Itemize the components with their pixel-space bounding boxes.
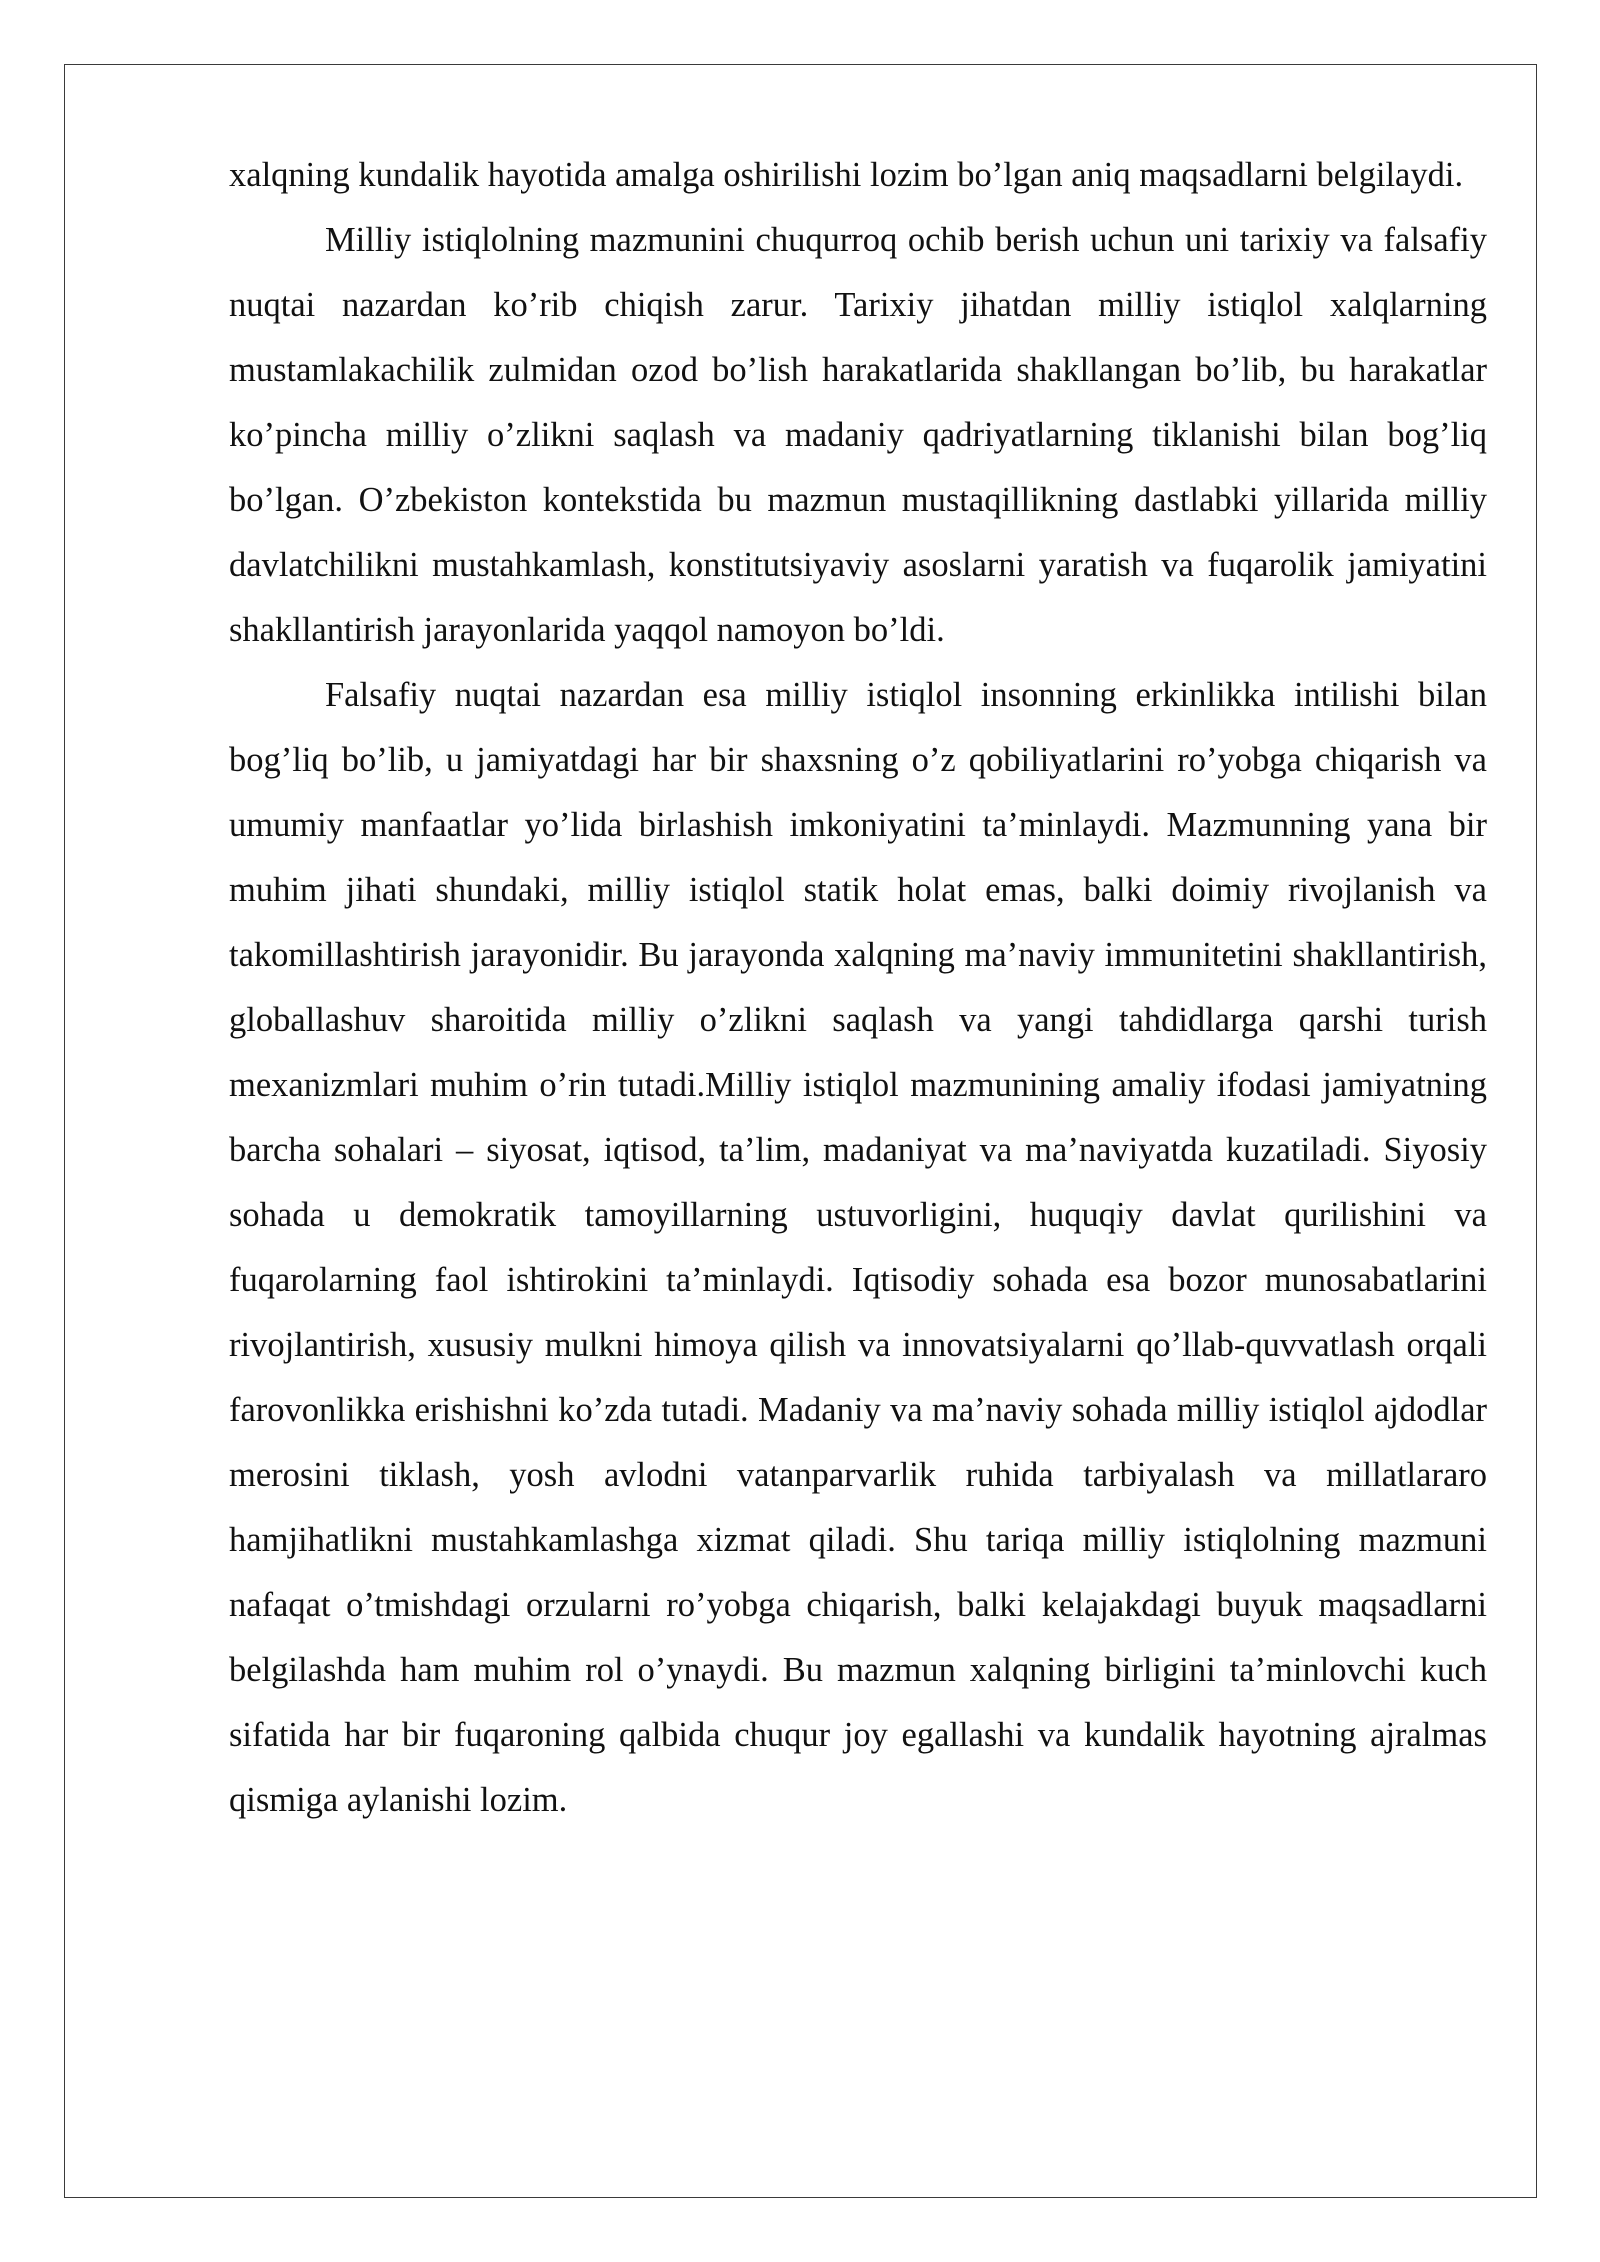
paragraph-3: Falsafiy nuqtai nazardan esa milliy istiqlol insonning erkinlikka intilishi bilan bog’liq bo’lib, u jamiyatdagi har bir shaxsning o’z qobiliyatlarini ro’yobga chiqarish va umumiy manfaatlar yo’lida birlashish imkoniyatini ta’minlaydi. Mazmunning yana bir muhim jihati shundaki, milliy istiqlol statik holat emas, balki doimiy rivojlanish va takomillashtirish jarayonidir. Bu jarayonda xalqning ma’naviy immunitetini shakllantirish, globallashuv sharoitida milliy o’zlikni saqlash va yangi tahdidlarga qarshi turish mexanizmlari muhim o’rin tutadi.Milliy istiqlol mazmunining amaliy ifodasi jamiyatning barcha sohalari – siyosat, iqtisod, ta’lim, madaniyat va ma’naviyatda kuzatiladi. Siyosiy sohada u demokratik tamoyillarning ustuvorligini, huquqiy davlat qurilishini va fuqarolarning faol ishtirokini ta’minlaydi. Iqtisodiy sohada esa bozor munosabatlarini rivojlantirish, xususiy mulkni himoya qilish va innovatsiyalarni qo’llab-quvvatlash orqali farovonlikka erishishni ko’zda tutadi. Madaniy va ma’naviy sohada milliy istiqlol ajdodlar merosini tiklash, yosh avlodni vatanparvarlik ruhida tarbiyalash va millatlararo hamjihatlikni mustahkamlashga xizmat qiladi. Shu tariqa milliy istiqlolning mazmuni nafaqat o’tmishdagi orzularni ro’yobga chiqarish, balki kelajakdagi buyuk maqsadlarni belgilashda ham muhim rol o’ynaydi. Bu mazmun xalqning birligini ta’minlovchi kuch sifatida har bir fuqaroning qalbida chuqur joy egallashi va kundalik hayotning ajralmas qismiga aylanishi lozim.: [229, 676, 1487, 1819]
paragraph-2: Milliy istiqlolning mazmunini chuqurroq ochib berish uchun uni tarixiy va falsafiy nuqtai nazardan ko’rib chiqish zarur. Tarixiy jihatdan milliy istiqlol xalqlarning mustamlakachilik zulmidan ozod bo’lish harakatlarida shakllangan bo’lib, bu harakatlar ko’pincha milliy o’zlikni saqlash va madaniy qadriyatlarning tiklanishi bilan bog’liq bo’lgan. O’zbekiston kontekstida bu mazmun mustaqillikning dastlabki yillarida milliy davlatchilikni mustahkamlash, konstitutsiyaviy asoslarni yaratish va fuqarolik jamiyatini shakllantirish jarayonlarida yaqqol namoyon bo’ldi.: [229, 221, 1487, 649]
paragraph-1: xalqning kundalik hayotida amalga oshirilishi lozim bo’lgan aniq maqsadlarni belgilaydi.: [229, 156, 1464, 194]
document-body: [229, 143, 1487, 1833]
